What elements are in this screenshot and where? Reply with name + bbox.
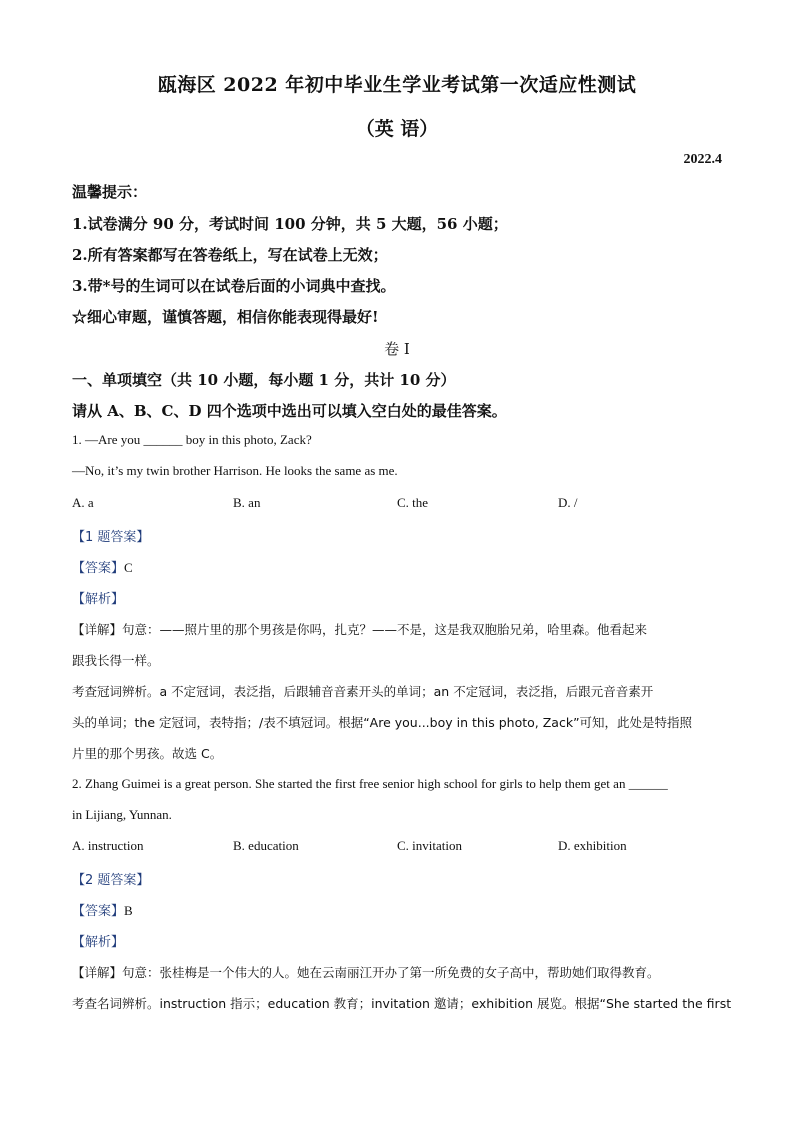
option-c: C. the [397,495,429,510]
answer-label: 【答案】 [72,904,125,919]
tip-item: 1.试卷满分 90 分，考试时间 100 分钟，共 5 大题，56 小题； [72,215,508,233]
option-d: D. exhibition [558,838,627,853]
detail-line: 考查名词辨析。instruction 指示；education 教育；invitation 邀请；exhibition 展览。根据“She started the first [72,996,732,1011]
section-heading: 一、单项填空（共 10 小题，每小题 1 分，共计 10 分） [72,371,456,389]
detail-line: 跟我长得一样。 [72,653,160,668]
detail-line: 片里的那个男孩。故选 C。 [72,746,223,761]
answer-row [72,557,133,576]
answer-value: C [124,560,133,575]
exam-date: 2022.4 [683,152,722,167]
answer-tag: 【1 题答案】 [72,530,150,545]
option-c: C. invitation [397,838,462,853]
section-instruction: 请从 A、B、C、D 四个选项中选出可以填入空白处的最佳答案。 [72,402,507,420]
option-a: A. instruction [72,838,144,853]
analysis-label: 【解析】 [72,935,125,950]
question-stem: in Lijiang, Yunnan. [72,807,172,822]
answer-row [72,900,133,919]
question-stem: 1. —Are you ______ boy in this photo, Zack? [72,432,312,447]
answer-value: B [124,903,133,918]
option-a: A. a [72,495,94,510]
tips-heading: 温馨提示： [72,183,148,201]
tip-item: 2.所有答案都写在答卷纸上，写在试卷上无效； [72,246,388,264]
page-subtitle: （英 语） [355,118,439,140]
option-b: B. education [233,838,299,853]
detail-line: 头的单词；the 定冠词，表特指；/表不填冠词。根据“Are you...boy in this photo, Zack”可知，此处是特指照 [72,715,693,730]
option-d: D. / [558,495,578,510]
question-stem: 2. Zhang Guimei is a great person. She started the first free senior high school for girls to help them get an ______ [72,776,668,791]
tip-item: 3.带*号的生词可以在试卷后面的小词典中查找。 [72,277,396,295]
page-title: 瓯海区 2022 年初中毕业生学业考试第一次适应性测试 [157,74,637,96]
detail-line: 考查冠词辨析。a 不定冠词，表泛指，后跟辅音音素开头的单词；an 不定冠词，表泛指，后跟元音音素开 [72,684,654,699]
answer-label: 【答案】 [72,561,125,576]
volume-label: 卷 I [384,340,410,358]
question-stem: —No, it’s my twin brother Harrison. He looks the same as me. [72,463,398,478]
detail-line: 【详解】句意：张桂梅是一个伟大的人。她在云南丽江开办了第一所免费的女子高中，帮助她们取得教育。 [72,965,660,980]
detail-line: 【详解】句意：——照片里的那个男孩是你吗，扎克？——不是，这是我双胞胎兄弟，哈里森。他看起来 [72,622,648,637]
option-b: B. an [233,495,261,510]
analysis-label: 【解析】 [72,592,125,607]
answer-tag: 【2 题答案】 [72,873,150,888]
tip-item: ☆细心审题，谨慎答题，相信你能表现得最好! [72,308,379,326]
